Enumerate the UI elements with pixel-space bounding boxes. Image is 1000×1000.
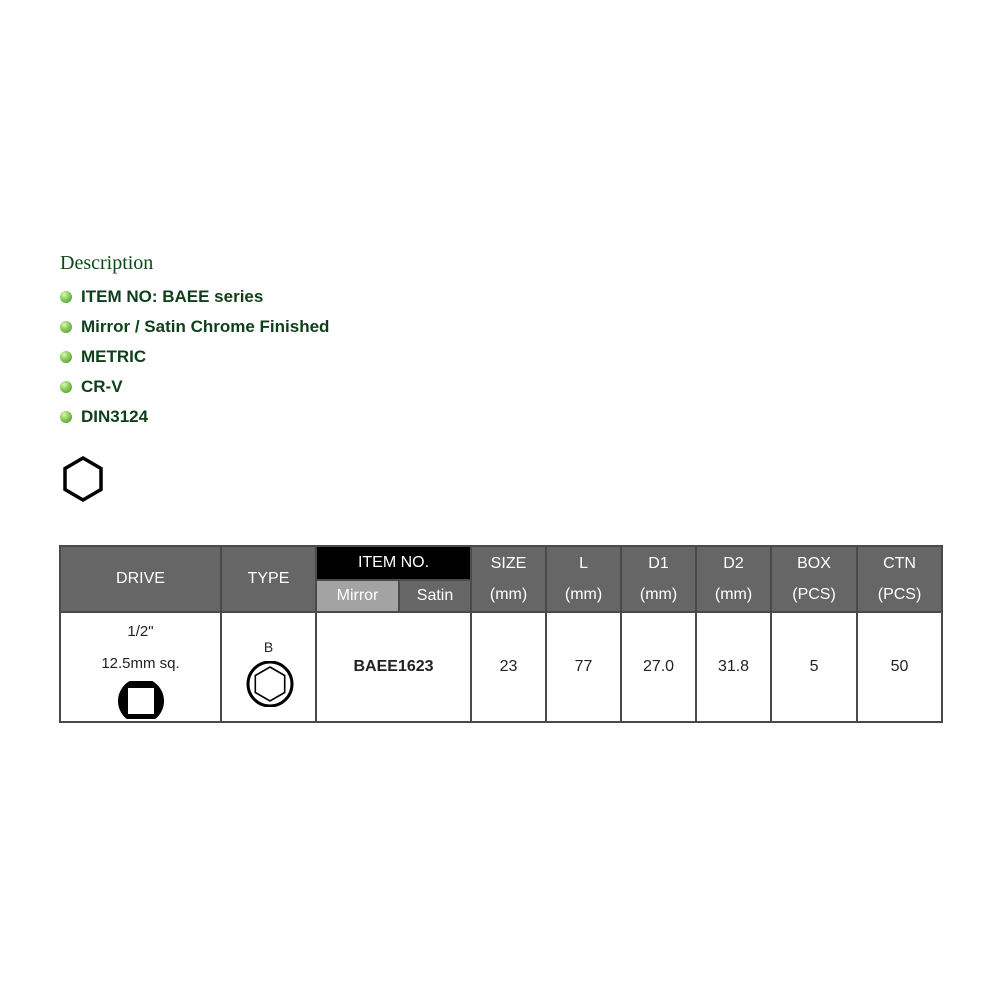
list-item (60, 372, 329, 402)
list-item (60, 312, 329, 342)
cell-drive (60, 612, 221, 722)
header-item-no: ITEM NO. (316, 546, 471, 580)
header-d1: D1 (mm) (621, 546, 696, 612)
list-item-text: Mirror / Satin Chrome Finished (81, 317, 330, 336)
hexagon-icon (246, 661, 294, 712)
hexagon-icon (59, 455, 107, 508)
description-list (60, 282, 329, 432)
cell-d1: 27.0 (621, 612, 696, 722)
cell-d2: 31.8 (696, 612, 771, 722)
list-item-text: ITEM NO: BAEE series (81, 287, 264, 306)
cell-size: 23 (471, 612, 546, 722)
list-item-text: CR-V (81, 377, 123, 396)
header-box: BOX (PCS) (771, 546, 857, 612)
header-mirror: Mirror (316, 580, 399, 612)
header-d2: D2 (mm) (696, 546, 771, 612)
cell-type (221, 612, 316, 722)
header-satin: Satin (399, 580, 471, 612)
drive-size: 1/2" (127, 623, 154, 640)
table-row (60, 612, 942, 722)
spec-table (59, 545, 943, 723)
type-label: B (263, 639, 274, 655)
drive-mm: 12.5mm sq. (101, 655, 180, 672)
header-l: L (mm) (546, 546, 621, 612)
list-item (60, 342, 329, 372)
bullet-icon (60, 321, 72, 333)
bullet-icon (60, 381, 72, 393)
list-item (60, 402, 329, 432)
bullet-icon (60, 411, 72, 423)
bullet-icon (60, 351, 72, 363)
description-title: Description (60, 252, 154, 274)
list-item-text: DIN3124 (81, 407, 149, 426)
list-item-text: METRIC (81, 347, 147, 366)
square-drive-icon (117, 681, 165, 726)
header-drive: DRIVE (60, 546, 221, 612)
cell-item-no: BAEE1623 (316, 612, 471, 722)
header-type: TYPE (221, 546, 316, 612)
list-item (60, 282, 329, 312)
cell-box: 5 (771, 612, 857, 722)
cell-l: 77 (546, 612, 621, 722)
header-ctn: CTN (PCS) (857, 546, 942, 612)
header-size: SIZE (mm) (471, 546, 546, 612)
cell-ctn: 50 (857, 612, 942, 722)
bullet-icon (60, 291, 72, 303)
